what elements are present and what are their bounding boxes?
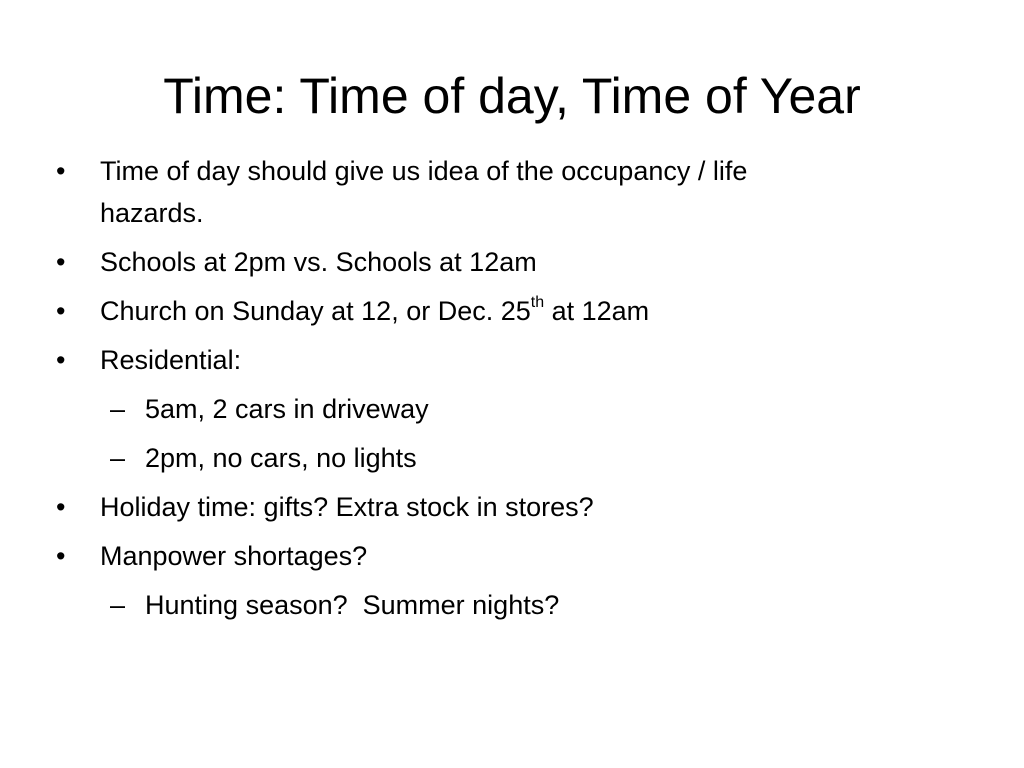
bullet-text-line: Time of day should give us idea of the occupancy / life xyxy=(100,156,748,186)
bullet-list xyxy=(52,150,972,633)
bullet-marker: • xyxy=(56,156,66,186)
bullet-item xyxy=(52,486,972,528)
sub-bullet-item xyxy=(52,584,972,626)
bullet-marker: • xyxy=(56,296,66,326)
bullet-text-line: hazards. xyxy=(100,198,204,228)
bullet-item xyxy=(52,290,972,332)
bullet-text xyxy=(100,296,649,326)
dash-marker: – xyxy=(110,590,126,620)
bullet-item xyxy=(52,150,972,234)
dash-marker: – xyxy=(110,394,126,424)
bullet-text xyxy=(100,150,972,234)
bullet-text-part: at 12am xyxy=(544,296,650,326)
bullet-item xyxy=(52,339,972,381)
bullet-marker: • xyxy=(56,345,66,375)
bullet-item xyxy=(52,241,972,283)
dash-marker: – xyxy=(110,443,126,473)
bullet-text: Holiday time: gifts? Extra stock in stores? xyxy=(100,492,594,522)
sub-bullet-item xyxy=(52,437,972,479)
bullet-text: Manpower shortages? xyxy=(100,541,368,571)
bullet-marker: • xyxy=(56,247,66,277)
sub-bullet-text: Hunting season? Summer nights? xyxy=(145,590,560,620)
bullet-item xyxy=(52,535,972,577)
bullet-text-part: Church on Sunday at 12, or Dec. 25 xyxy=(100,296,531,326)
sub-bullet-item xyxy=(52,388,972,430)
sub-bullet-text: 5am, 2 cars in driveway xyxy=(145,394,429,424)
bullet-text: Schools at 2pm vs. Schools at 12am xyxy=(100,247,537,277)
slide-title: Time: Time of day, Time of Year xyxy=(163,68,861,124)
bullet-marker: • xyxy=(56,492,66,522)
bullet-marker: • xyxy=(56,541,66,571)
bullet-text: Residential: xyxy=(100,345,242,375)
sub-bullet-text: 2pm, no cars, no lights xyxy=(145,443,417,473)
superscript: th xyxy=(530,294,545,311)
